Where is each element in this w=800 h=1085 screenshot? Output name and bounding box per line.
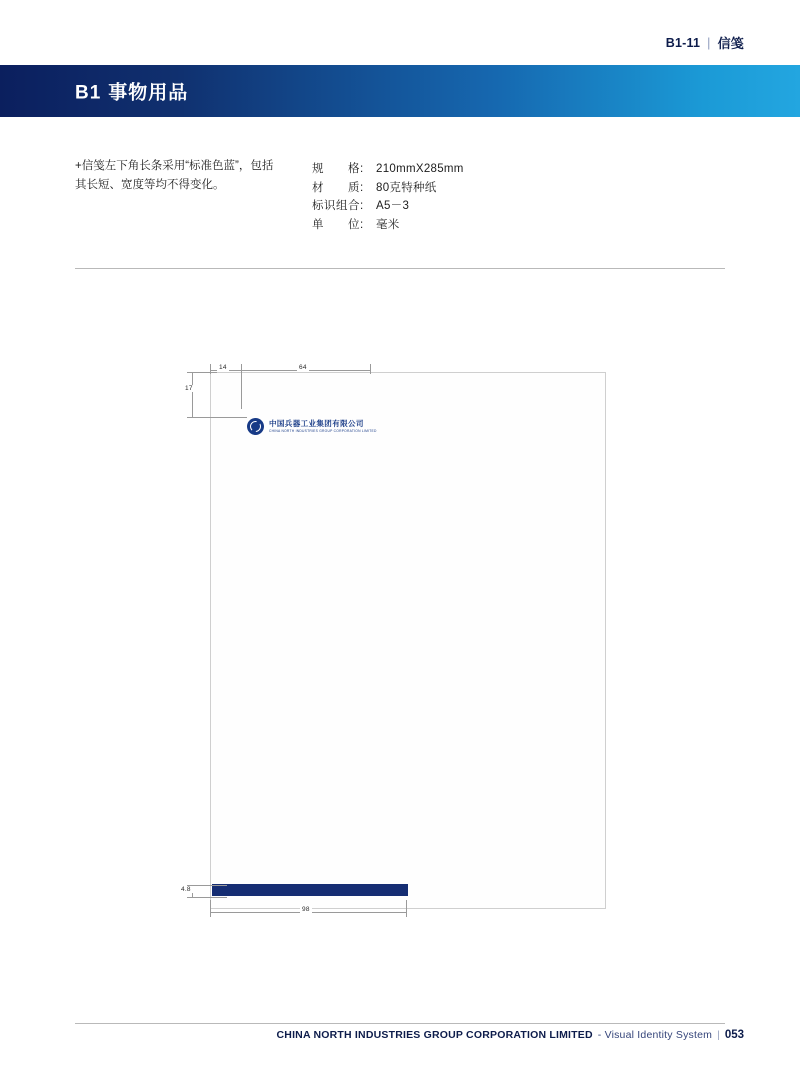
section-header-bar xyxy=(0,65,800,117)
spec-label: 标识组合: xyxy=(312,200,364,212)
guide-tick-bar-right xyxy=(406,900,407,917)
dim-top-margin: 17 xyxy=(185,385,193,392)
footer-separator: | xyxy=(717,1029,720,1041)
logo-chinese-name: 中国兵器工业集团有限公司 xyxy=(269,419,364,429)
page-tag-section: 信笺 xyxy=(717,36,744,51)
section-code: B1 xyxy=(75,82,102,104)
letterhead-logo xyxy=(247,418,377,435)
spec-row xyxy=(312,197,464,216)
guide-tick-sheet-top xyxy=(187,372,217,373)
footer-company: CHINA NORTH INDUSTRIES GROUP CORPORATION LIMITED xyxy=(276,1029,593,1041)
spec-label: 单 位: xyxy=(312,218,364,231)
page-tag-separator: | xyxy=(707,35,711,50)
divider-bottom xyxy=(75,1023,725,1024)
guide-left-vertical xyxy=(192,372,193,417)
spec-label: 材 质: xyxy=(312,181,364,194)
guide-tick-bar-bottom xyxy=(187,897,227,898)
spec-label: 规 格: xyxy=(312,163,364,175)
spec-value: 80克特种纸 xyxy=(376,181,437,194)
guide-tick-bar-left xyxy=(210,900,211,917)
page-tag xyxy=(666,33,744,52)
spec-row xyxy=(312,216,464,235)
page-title xyxy=(75,78,188,105)
guide-tick-bar-top xyxy=(187,885,227,886)
letterhead-sheet xyxy=(210,372,606,909)
guide-tick-logo-right xyxy=(370,364,371,374)
guide-tick-logo-left xyxy=(241,364,242,409)
spec-value: A5－3 xyxy=(376,200,410,212)
logo-lockup xyxy=(269,420,377,433)
spec-list xyxy=(312,160,464,234)
guide-tick-logo-baseline xyxy=(187,417,247,418)
standard-blue-bar xyxy=(212,884,408,896)
dim-bar-width: 98 xyxy=(302,906,310,913)
footer xyxy=(277,1029,745,1041)
footer-page-number: 053 xyxy=(724,1029,744,1041)
dim-logo-width: 64 xyxy=(299,364,307,371)
page-tag-code: B1-11 xyxy=(665,35,701,50)
section-title: 事物用品 xyxy=(108,82,189,104)
divider-top xyxy=(75,268,725,269)
dim-bar-height: 4.8 xyxy=(181,886,191,893)
spec-value: 毫米 xyxy=(376,218,400,231)
company-logo-icon xyxy=(247,418,264,435)
letterhead-artwork xyxy=(181,360,607,913)
footer-system: - Visual Identity System xyxy=(597,1029,713,1041)
spec-row xyxy=(312,179,464,198)
spec-row xyxy=(312,160,464,179)
guide-top-horizontal xyxy=(210,370,370,371)
dim-left-margin: 14 xyxy=(219,364,227,371)
logo-english-name: CHINA NORTH INDUSTRIES GROUP CORPORATION LIMITED xyxy=(269,428,377,433)
note-text: +信笺左下角长条采用“标准色蓝”，包括其长短、宽度等均不得变化。 xyxy=(75,160,274,191)
spec-value: 210mmX285mm xyxy=(376,163,464,175)
